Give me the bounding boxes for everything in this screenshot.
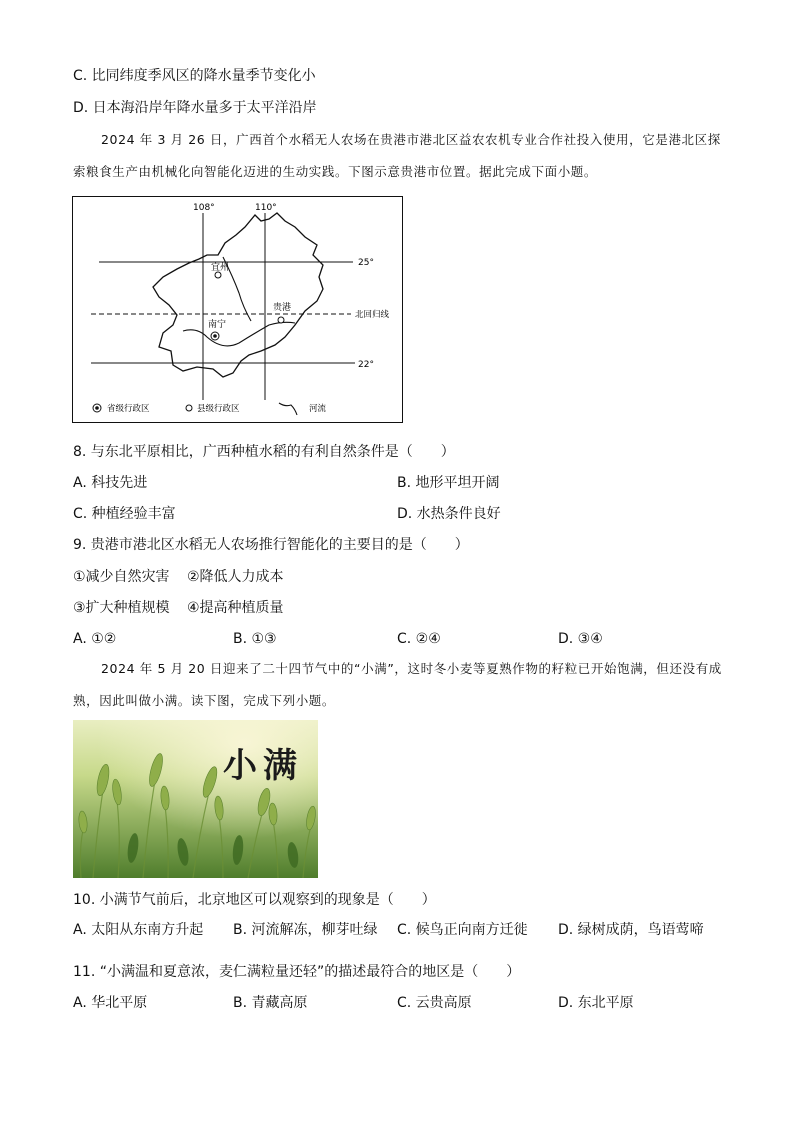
label-tropic: 北回归线 xyxy=(355,310,390,320)
q9-item-4: ④提高种植质量 xyxy=(187,600,284,616)
q10-option-a[interactable]: A. 太阳从东南方升起 xyxy=(73,922,204,938)
q11-option-b[interactable]: B. 青藏高原 xyxy=(233,995,308,1011)
label-lat-22: 22° xyxy=(358,360,374,370)
legend-province-label: 省级行政区 xyxy=(107,404,150,414)
passage-1-text: 2024 年 3 月 26 日，广西首个水稻无人农场在贵港市港北区益农农机专业合作社投入使用，它是港北区探索粮食生产由机械化向智能化迈进的生动实践。下图示意贵港市位置。据此完成下面小题。 xyxy=(73,132,721,179)
q9-item-1: ①减少自然灾害 xyxy=(73,569,170,585)
legend-river-label: 河流 xyxy=(309,404,327,414)
passage-1 xyxy=(73,124,723,188)
q11-option-a[interactable]: A. 华北平原 xyxy=(73,995,148,1011)
map-svg xyxy=(73,197,404,424)
label-nanning: 南宁 xyxy=(208,320,227,330)
q10-option-b[interactable]: B. 河流解冻，柳芽吐绿 xyxy=(233,922,378,938)
q8-option-a[interactable]: A. 科技先进 xyxy=(73,475,148,491)
q9-option-c[interactable]: C. ②④ xyxy=(397,631,441,647)
label-yizhou: 宜州 xyxy=(211,263,230,273)
q9-item-3: ③扩大种植规模 xyxy=(73,600,170,616)
label-lat-25: 25° xyxy=(358,258,374,268)
q8-stem: 8. 与东北平原相比，广西种植水稻的有利自然条件是（ ） xyxy=(73,444,455,460)
guigang-location-map xyxy=(72,196,403,423)
q11-stem: 11. “小满温和夏意浓，麦仁满粒量还轻”的描述最符合的地区是（ ） xyxy=(73,964,521,980)
q10-option-d[interactable]: D. 绿树成荫，鸟语莺啼 xyxy=(558,922,704,938)
q8-option-c[interactable]: C. 种植经验丰富 xyxy=(73,506,176,522)
q10-option-c[interactable]: C. 候鸟正向南方迁徙 xyxy=(397,922,528,938)
q8-option-d[interactable]: D. 水热条件良好 xyxy=(397,506,501,522)
q8-option-b[interactable]: B. 地形平坦开阔 xyxy=(397,475,500,491)
q9-option-d[interactable]: D. ③④ xyxy=(558,631,603,647)
xiaoman-wheat-photo xyxy=(73,720,318,878)
q9-item-2: ②降低人力成本 xyxy=(187,569,284,585)
photo-title: 小满 xyxy=(223,746,303,786)
legend-county-icon xyxy=(186,405,192,411)
q11-option-d[interactable]: D. 东北平原 xyxy=(558,995,634,1011)
legend-river-icon xyxy=(279,403,297,415)
q9-option-a[interactable]: A. ①② xyxy=(73,631,117,647)
label-lon-110: 110° xyxy=(255,203,277,213)
q9-option-b[interactable]: B. ①③ xyxy=(233,631,277,647)
q9-stem: 9. 贵港市港北区水稻无人农场推行智能化的主要目的是（ ） xyxy=(73,537,469,553)
guangxi-outline xyxy=(153,213,323,377)
label-guigang: 贵港 xyxy=(273,303,292,313)
q11-option-c[interactable]: C. 云贵高原 xyxy=(397,995,472,1011)
option-c-prev: C. 比同纬度季风区的降水量季节变化小 xyxy=(73,68,316,84)
q10-stem: 10. 小满节气前后，北京地区可以观察到的现象是（ ） xyxy=(73,892,436,908)
option-d-prev: D. 日本海沿岸年降水量多于太平洋沿岸 xyxy=(73,100,317,116)
label-lon-108: 108° xyxy=(193,203,215,213)
city-guigang-marker xyxy=(278,317,284,323)
passage-2-text: 2024 年 5 月 20 日迎来了二十四节气中的“小满”，这时冬小麦等夏熟作物的籽粒已开始饱满，但还没有成熟，因此叫做小满。读下图，完成下列小题。 xyxy=(73,661,722,708)
passage-2 xyxy=(73,653,723,717)
legend-county-label: 县级行政区 xyxy=(197,404,240,414)
